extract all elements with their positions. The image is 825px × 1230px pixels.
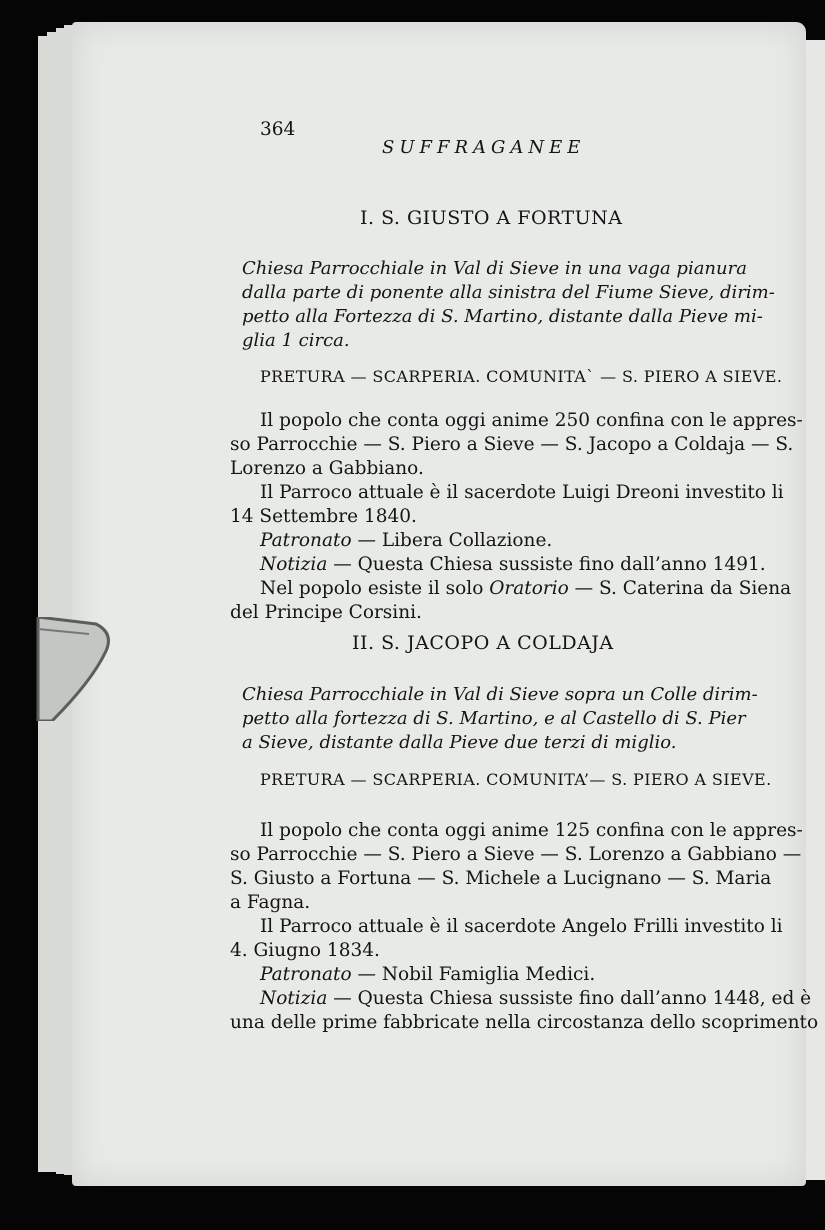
body-line: Il Parroco attuale è il sacerdote Angelo Frilli investito li: [260, 916, 783, 937]
oratorio-label: Oratorio: [489, 578, 569, 599]
page-number: 364: [260, 119, 296, 140]
description-line: Chiesa Parrocchiale in Val di Sieve in una vaga pianura: [242, 258, 747, 279]
description-line: Chiesa Parrocchiale in Val di Sieve sopra un Colle dirim-: [242, 684, 758, 705]
patronato-text: — Libera Collazione.: [351, 530, 553, 551]
body-line: una delle prime fabbricate nella circostanza dello scoprimento: [230, 1012, 819, 1033]
notizia-text: — Questa Chiesa sussiste fino dall’anno 1448, ed è: [327, 988, 812, 1009]
book-page: [72, 22, 819, 1186]
body-line: Il popolo che conta oggi anime 250 confina con le appres-: [260, 410, 803, 431]
patronato-label: Patronato: [260, 530, 352, 551]
body-line: so Parrocchie — S. Piero a Sieve — S. Jacopo a Coldaja — S.: [230, 434, 794, 455]
description-line: dalla parte di ponente alla sinistra del Fiume Sieve, dirim-: [242, 282, 775, 303]
description-line: petto alla Fortezza di S. Martino, distante dalla Pieve mi-: [242, 306, 763, 327]
notizia-line: [260, 988, 811, 1009]
section-heading: I. S. GIUSTO A FORTUNA: [360, 207, 623, 229]
body-line: 14 Settembre 1840.: [230, 506, 417, 527]
body-line: so Parrocchie — S. Piero a Sieve — S. Lorenzo a Gabbiano —: [230, 844, 802, 865]
body-line: 4. Giugno 1834.: [230, 940, 380, 961]
body-line: a Fagna.: [230, 892, 311, 913]
pretura-line: PRETURA — SCARPERIA. COMUNITA` — S. PIERO A SIEVE.: [260, 367, 783, 386]
patronato-text: — Nobil Famiglia Medici.: [351, 964, 596, 985]
description-line: petto alla fortezza di S. Martino, e al Castello di S. Pier: [242, 708, 746, 729]
notizia-text: — Questa Chiesa sussiste fino dall’anno 1491.: [327, 554, 766, 575]
oratorio-line: [260, 578, 791, 599]
body-line: del Principe Corsini.: [230, 602, 422, 623]
section-heading: II. S. JACOPO A COLDAJA: [352, 632, 614, 654]
body-line: Il popolo che conta oggi anime 125 confina con le appres-: [260, 820, 803, 841]
next-page-edge: [806, 40, 825, 1180]
oratorio-start: Nel popolo esiste il solo: [260, 578, 490, 599]
body-line: Il Parroco attuale è il sacerdote Luigi Dreoni investito li: [260, 482, 784, 503]
description-line: a Sieve, distante dalla Pieve due terzi di miglio.: [242, 732, 677, 753]
notizia-line: [260, 554, 766, 575]
bookmark-clip: [34, 617, 114, 721]
oratorio-end: — S. Caterina da Siena: [568, 578, 792, 599]
patronato-line: [260, 964, 595, 985]
pretura-line: PRETURA — SCARPERIA. COMUNITA’— S. PIERO A SIEVE.: [260, 770, 772, 789]
notizia-label: Notizia: [260, 554, 328, 575]
notizia-label: Notizia: [260, 988, 328, 1009]
body-line: S. Giusto a Fortuna — S. Michele a Lucignano — S. Maria: [230, 868, 772, 889]
description-line: glia 1 circa.: [242, 330, 350, 351]
running-title: SUFFRAGANEE: [382, 137, 586, 158]
patronato-line: [260, 530, 552, 551]
patronato-label: Patronato: [260, 964, 352, 985]
body-line: Lorenzo a Gabbiano.: [230, 458, 424, 479]
